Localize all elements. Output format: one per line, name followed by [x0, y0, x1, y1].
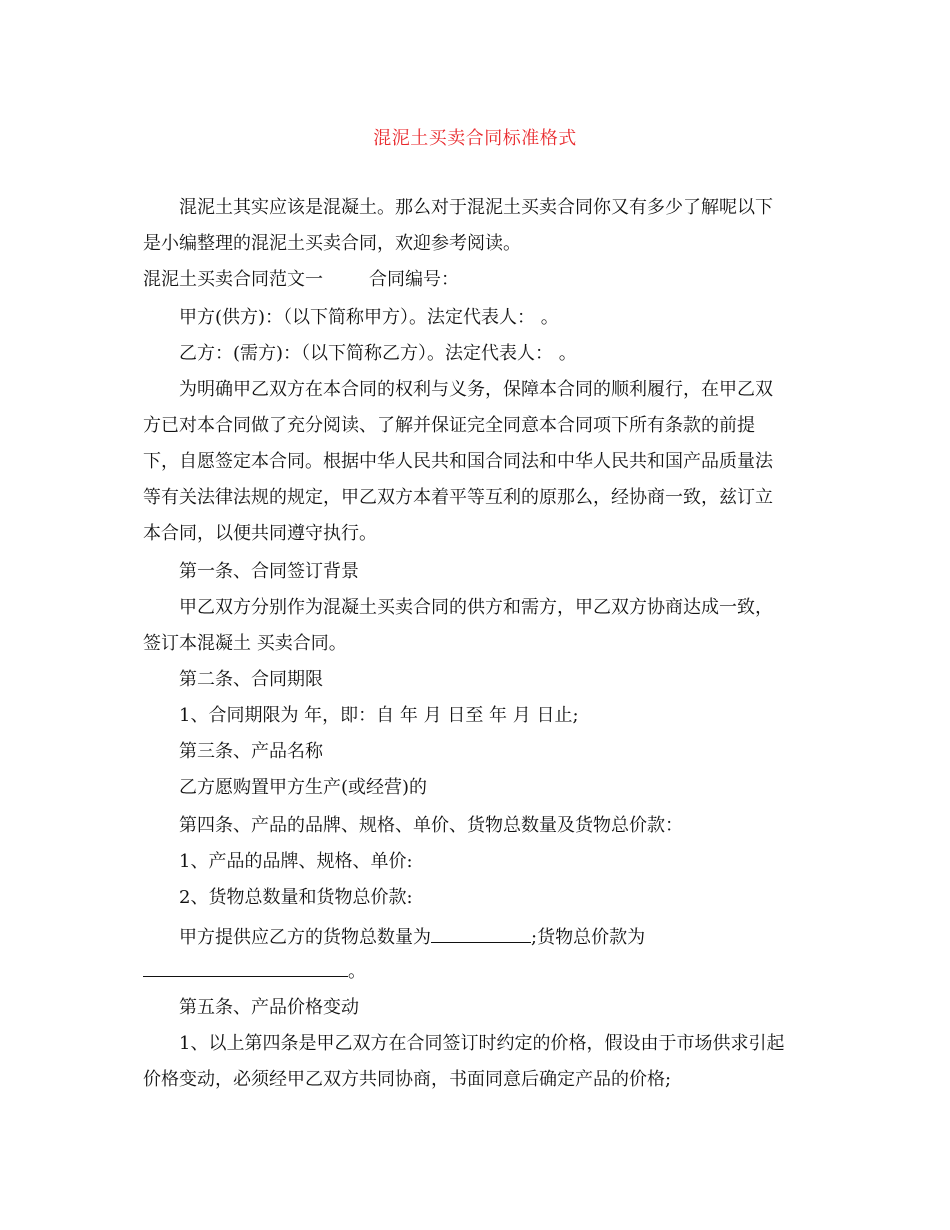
quantity-label: 甲方提供应乙方的货物总数量为	[179, 927, 431, 948]
preamble-line-1: 为明确甲乙双方在本合同的权利与义务，保障本合同的顺利履行，在甲乙双	[179, 379, 773, 400]
price-line-end: 。	[348, 961, 366, 982]
party-a-line: 甲方(供方)：（以下简称甲方）。法定代表人： 。	[179, 307, 559, 328]
article-4-price-line	[143, 958, 366, 984]
intro-line-2: 是小编整理的混泥土买卖合同，欢迎参考阅读。	[143, 233, 521, 254]
preamble-line-4: 等有关法律法规的规定，甲乙双方本着平等互利的原那么，经协商一致，兹订立	[143, 487, 773, 508]
sample-heading: 混泥土买卖合同范文一	[143, 269, 323, 290]
preamble-line-3: 下，自愿签定本合同。根据中华人民共和国合同法和中华人民共和国产品质量法	[143, 451, 773, 472]
article-4-item-2: 2、货物总数量和货物总价款:	[179, 887, 413, 908]
article-4-item-1: 1、产品的品牌、规格、单价:	[179, 851, 413, 872]
article-5-title: 第五条、产品价格变动	[179, 997, 359, 1018]
article-3-title: 第三条、产品名称	[179, 741, 323, 762]
preamble-line-5: 本合同，以便共同遵守执行。	[143, 523, 377, 544]
article-5-text-1: 1、以上第四条是甲乙双方在合同签订时约定的价格，假设由于市场供求引起	[179, 1033, 785, 1054]
article-4-quantity-line	[179, 924, 645, 950]
party-b-line: 乙方：(需方)：（以下简称乙方）。法定代表人： 。	[179, 343, 577, 364]
article-4-title: 第四条、产品的品牌、规格、单价、货物总数量及货物总价款：	[179, 815, 683, 836]
article-3-text: 乙方愿购置甲方生产(或经营)的	[179, 777, 428, 798]
article-2-text: 1、合同期限为 年，即：自 年 月 日至 年 月 日止;	[179, 705, 579, 726]
article-2-title: 第二条、合同期限	[179, 669, 323, 690]
sample-heading-line	[143, 268, 459, 292]
price-blank	[143, 958, 348, 977]
preamble-line-2: 方已对本合同做了充分阅读、了解并保证完全同意本合同项下所有条款的前提	[143, 415, 755, 436]
quantity-blank	[431, 924, 531, 943]
article-1-text-2: 签订本混凝土 买卖合同。	[143, 633, 347, 654]
intro-line-1: 混泥土其实应该是混凝土。那么对于混泥土买卖合同你又有多少了解呢以下	[179, 197, 773, 218]
article-1-text-1: 甲乙双方分别作为混凝土买卖合同的供方和需方，甲乙双方协商达成一致，	[179, 597, 773, 618]
price-label: ;货物总价款为	[531, 927, 646, 948]
document-title: 混泥土买卖合同标准格式	[373, 128, 577, 149]
article-1-title: 第一条、合同签订背景	[179, 561, 359, 582]
article-5-text-2: 价格变动，必须经甲乙双方共同协商，书面同意后确定产品的价格;	[143, 1069, 672, 1090]
contract-number-label: 合同编号：	[369, 269, 459, 290]
